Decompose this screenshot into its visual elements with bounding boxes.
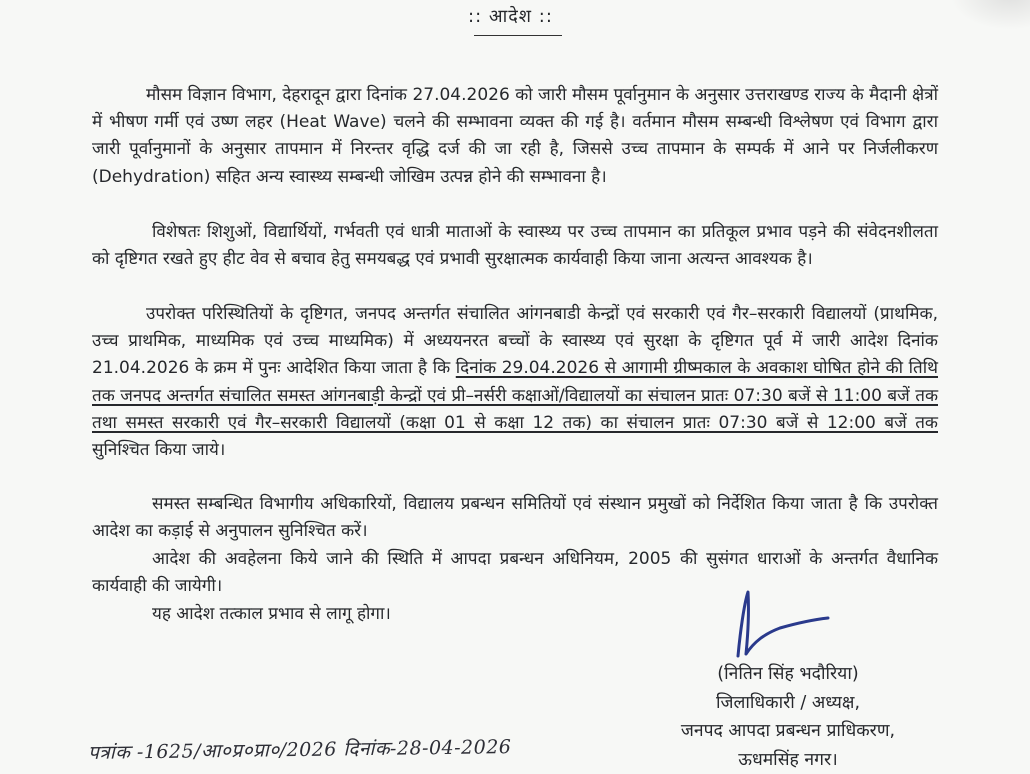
paragraph-forecast	[92, 82, 938, 191]
signatory-block	[628, 660, 948, 774]
signatory-name: (नितिन सिंह भदौरिया)	[628, 660, 948, 689]
signatory-authority: जनपद आपदा प्रबन्धन प्राधिकरण,	[628, 717, 948, 746]
signatory-place: ऊधमसिंह नगर।	[628, 746, 948, 774]
paragraph-penalty-text: आदेश की अवहेलना किये जाने की स्थिति में आपदा प्रबन्धन अधिनियम, 2005 की सुसंगत धाराओं के अन्तर्गत वैधानिक कार्यवाही की जायेगी।	[92, 549, 938, 596]
paragraph-vulnerability	[92, 219, 938, 273]
signatory-designation: जिलाधिकारी / अध्यक्ष,	[628, 689, 948, 718]
paragraph-compliance	[92, 491, 938, 545]
handwritten-reference: पत्रांक -1625/आ०प्र०प्रा०/2026 दिनांक-28-04-2026	[88, 733, 512, 765]
paragraph-timing-underlined: दिनांक 29.04.2026 से आगामी ग्रीष्मकाल के अवकाश घोषित होने की तिथि तक जनपद अन्तर्गत संचालित समस्त आंगनबाड़ी केन्द्रों एवं प्री–नर्सरी कक्षाओं/विद्यालयों का संचालन प्रातः 07:30 बजें से 11:00 बजें तक तथा समस्त सरकारी एवं गैर–सरकारी विद्यालयों (कक्षा 01 से कक्षा 12 तक) का संचालन प्रातः 07:30 बजें से 12:00 बजें तक	[92, 358, 938, 432]
paragraph-timing-order	[92, 301, 938, 464]
paragraph-timing-start: उपरोक्त परिस्थितियों के दृष्टिगत, जनपद अन्तर्गत संचालित आंगनबाडी केन्द्रों एवं सरकारी एवं गैर–सरकारी विद्यालयों (प्राथमिक, उच्च प्राथमिक, माध्यमिक एवं उच्च माध्यमिक) में अध्ययनरत बच्चों के स्वास्थ्य एवं सुरक्षा के दृष्टिगत पूर्व में जारी आदेश दिनांक 21.04.2026 के क्रम में पुनः आदेशित किया जाता है कि	[92, 304, 938, 378]
paragraph-compliance-text: समस्त सम्बन्धित विभागीय अधिकारियों, विद्यालय प्रबन्धन समितियों एवं संस्थान प्रमुखों को निर्देशित किया जाता है कि उपरोक्त आदेश का कड़ाई से अनुपालन सुनिश्चित करें।	[92, 494, 938, 541]
paragraph-timing-end: सुनिश्चित किया जाये।	[92, 440, 225, 460]
title-underline	[474, 35, 562, 36]
paragraph-effective-text: यह आदेश तत्काल प्रभाव से लागू होगा।	[152, 604, 391, 624]
corner-shadow	[950, 0, 1030, 30]
paragraph-vulnerability-text: विशेषतः शिशुओं, विद्यार्थियों, गर्भवती एवं धात्री माताओं के स्वास्थ्य पर उच्च तापमान का प्रतिकूल प्रभाव पड़ने की संवेदनशीलता को दृष्टिगत रखते हुए हीट वेव से बचाव हेतु समयबद्ध एवं प्रभावी सुरक्षात्मक कार्यवाही किया जाना अत्यन्त आवश्यक है।	[92, 222, 938, 269]
signature-mark	[724, 584, 834, 664]
paragraph-forecast-text: मौसम विज्ञान विभाग, देहरादून द्वारा दिनांक 27.04.2026 को जारी मौसम पूर्वानुमान के अनुसार उत्तराखण्ड राज्य के मैदानी क्षेत्रों में भीषण गर्मी एवं उष्ण लहर (Heat Wave) चलने की सम्भावना व्यक्त की गई है। वर्तमान मौसम सम्बन्धी विश्लेषण एवं विभाग द्वारा जारी पूर्वानुमानों के अनुसार तापमान में निरन्तर वृद्धि दर्ज की जा रही है, जिससे उच्च तापमान के सम्पर्क में आने पर निर्जलीकरण (Dehydration) सहित अन्य स्वास्थ्य सम्बन्धी जोखिम उत्पन्न होने की सम्भावना है।	[92, 85, 938, 187]
order-title: :: आदेश ::	[468, 4, 553, 28]
